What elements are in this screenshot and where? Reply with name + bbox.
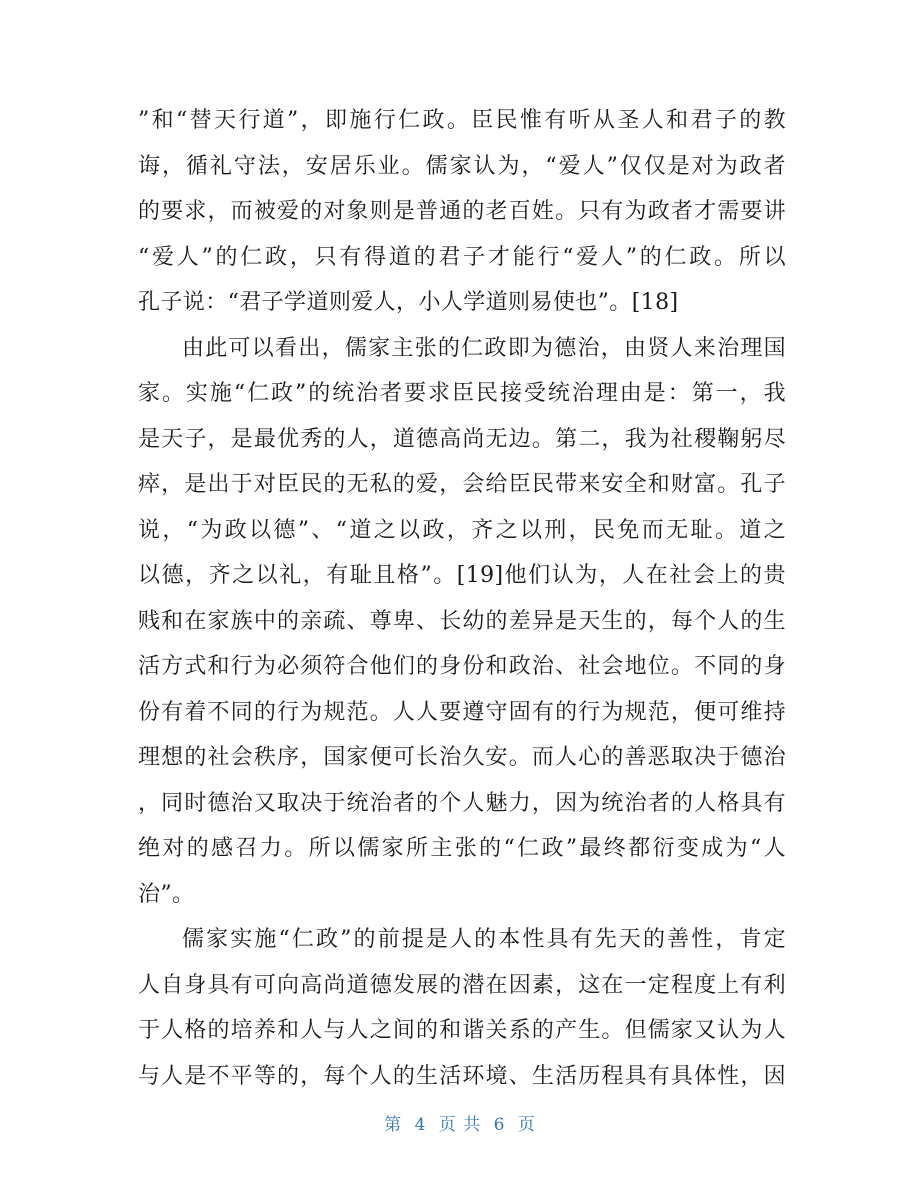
text-line: 家。实施“仁政”的统治者要求臣民接受统治理由是：第一，我 [138,381,786,406]
text-line: ，同时德治又取决于统治者的个人魅力，因为统治者的人格具有 [138,790,786,816]
footer-middle: 页 共 [438,1115,482,1135]
footer-suffix: 页 [517,1115,536,1135]
text-line: 诲，循礼守法，安居乐业。儒家认为，“爱人”仅仅是对为政者 [138,153,786,179]
text-line: ”和“替天行道”，即施行仁政。臣民惟有听从圣人和君子的教 [138,108,786,133]
paragraph [138,98,786,326]
paragraph [138,917,786,1099]
text-line: 瘁，是出于对臣民的无私的爱，会给臣民带来安全和财富。孔子 [138,472,786,497]
footer-prefix: 第 [384,1115,403,1135]
footer-page-number: 4 [414,1115,427,1135]
text-line: 理想的社会秩序，国家便可长治久安。而人心的善恶取决于德治 [138,745,786,770]
text-line: 说，“为政以德”、“道之以政，齐之以刑，民免而无耻。道之 [138,517,786,543]
text-line: 孔子说：“君子学道则爱人，小人学道则易使也”。[18] [138,290,679,315]
body-text [138,98,786,1099]
footer-total-pages: 6 [493,1115,506,1135]
text-line: 治”。 [138,881,195,907]
text-line: 份有着不同的行为规范。人人要遵守固有的行为规范，便可维持 [138,699,786,725]
text-line: 由此可以看出，儒家主张的仁政即为德治，由贤人来治理国 [182,335,786,361]
page-footer [0,1110,920,1135]
text-line: 贱和在家族中的亲疏、尊卑、长幼的差异是天生的，每个人的生 [138,608,786,634]
text-line: “爱人”的仁政，只有得道的君子才能行“爱人”的仁政。所以 [138,244,786,270]
text-line: 的要求，而被爱的对象则是普通的老百姓。只有为政者才需要讲 [138,199,786,224]
text-line: 活方式和行为必须符合他们的身份和政治、社会地位。不同的身 [138,654,786,679]
text-line: 绝对的感召力。所以儒家所主张的“仁政”最终都衍变成为“人 [138,836,786,861]
text-line: 是天子，是最优秀的人，道德高尚无边。第二，我为社稷鞠躬尽 [138,426,786,452]
text-line: 于人格的培养和人与人之间的和谐关系的产生。但儒家又认为人 [138,1018,786,1043]
paragraph [138,326,786,918]
text-line: 儒家实施“仁政”的前提是人的本性具有先天的善性，肯定 [182,927,786,952]
text-line: 与人是不平等的，每个人的生活环境、生活历程具有具体性，因 [138,1063,786,1089]
text-line: 以德，齐之以礼，有耻且格”。[19]他们认为，人在社会上的贵 [138,563,786,588]
text-line: 人自身具有可向高尚道德发展的潜在因素，这在一定程度上有利 [138,972,786,998]
